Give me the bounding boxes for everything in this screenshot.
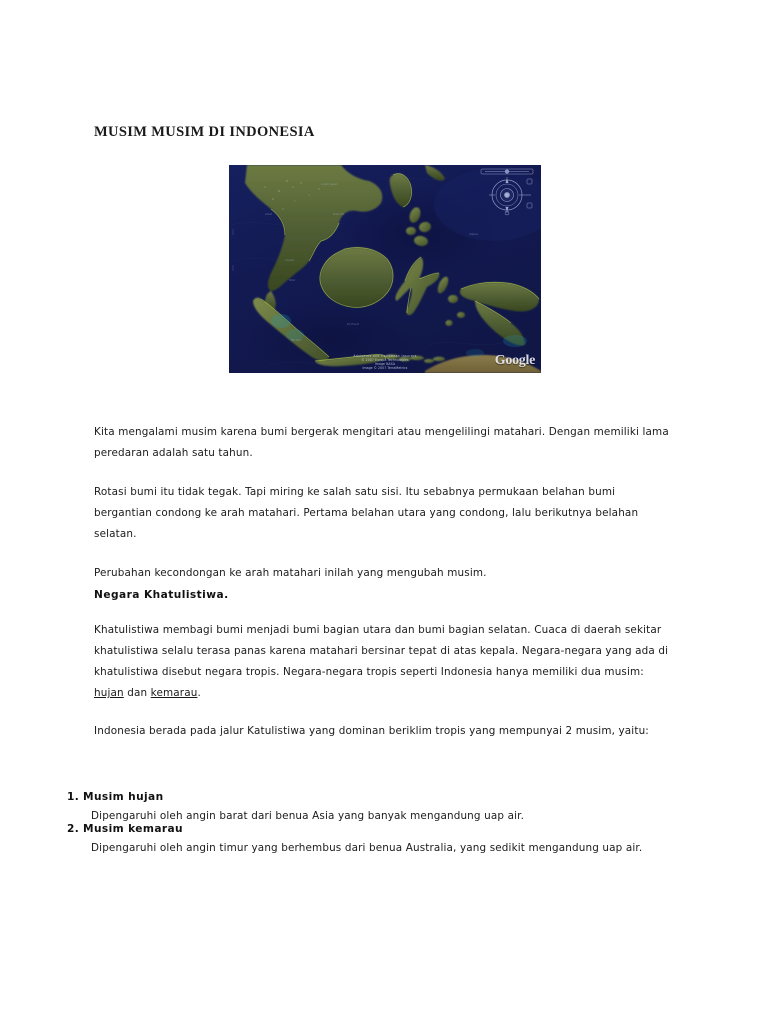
satellite-map-image [229, 165, 541, 373]
page-title: MUSIM MUSIM DI INDONESIA [94, 124, 315, 140]
sentence-period: . [197, 687, 201, 700]
term-kemarau: kemarau [150, 687, 198, 700]
list-item [67, 791, 672, 827]
svg-text:Consec: Consec [285, 259, 295, 262]
list-item-heading [67, 823, 672, 835]
svg-text:Amet: Amet [265, 213, 272, 216]
google-watermark: Google [494, 353, 535, 368]
list-item-number: 2. [67, 823, 80, 835]
svg-text:Lorem Ipsum: Lorem Ipsum [321, 183, 338, 186]
svg-text:Elit Sed: Elit Sed [291, 339, 301, 342]
svg-text:Dolor Sit: Dolor Sit [333, 213, 345, 216]
svg-text:Tetur: Tetur [289, 279, 296, 282]
map-attribution-line-4: Image © 2007 TerraMetrics [362, 365, 408, 370]
satellite-map-figure [229, 165, 541, 373]
list-item [67, 823, 672, 859]
subheading-negara-khatulistiwa: Negara Khatulistiwa. [94, 589, 229, 601]
map-attribution-line-3: Image NASA [374, 361, 396, 366]
paragraph-equator [94, 620, 672, 704]
list-item-body: Dipengaruhi oleh angin barat dari benua Asia yang banyak mengandung uap air. [91, 810, 525, 822]
list-item-title: Musim hujan [83, 791, 164, 803]
svg-text:Do Eiusm: Do Eiusm [347, 323, 360, 326]
paragraph-earth-tilt: Rotasi bumi itu tidak tegak. Tapi miring ke salah satu sisi. Itu sebabnya permukaan belahan bumi bergantian condong ke arah matahari. Pertama belahan utara yang condong, lalu berikutnya belahan selatan. [94, 486, 639, 541]
map-attribution [353, 354, 416, 370]
list-item-number: 1. [67, 791, 80, 803]
map-attribution-line-1: Adviseurs and Caribbean Insurers [353, 353, 417, 358]
paragraph-equator-text: Khatulistiwa membagi bumi menjadi bumi bagian utara dan bumi bagian selatan. Cuaca di daerah sekitar khatulistiwa selalu terasa panas karena matahari bersinar tepat di atas kepala. Negara-negara yang ada di khatulistiwa disebut negara tropis. Negara-negara tropis seperti Indonesia hanya memiliki dua musim: [94, 624, 669, 679]
list-item-title: Musim kemarau [83, 823, 183, 835]
map-attribution-line-2: © 2007 Europa Technologies [361, 357, 409, 362]
paragraph-seasons-intro: Kita mengalami musim karena bumi bergerak mengitari atau mengelilingi matahari. Dengan memiliki lama peredaran adalah satu tahun. [94, 426, 669, 460]
paragraph-indonesia-tropis: Indonesia berada pada jalur Katulistiwa yang dominan beriklim tropis yang mempunyai 2 musim, yaitu: [94, 725, 649, 738]
list-item-body: Dipengaruhi oleh angin timur yang berhembus dari benua Australia, yang sedikit mengandung uap air. [91, 842, 643, 854]
svg-text:Adipisc: Adipisc [469, 233, 479, 236]
conjunction-dan: dan [123, 687, 151, 700]
term-hujan: hujan [94, 687, 124, 700]
paragraph-tilt-change: Perubahan kecondongan ke arah matahari inilah yang mengubah musim. [94, 567, 487, 580]
list-item-heading [67, 791, 672, 803]
